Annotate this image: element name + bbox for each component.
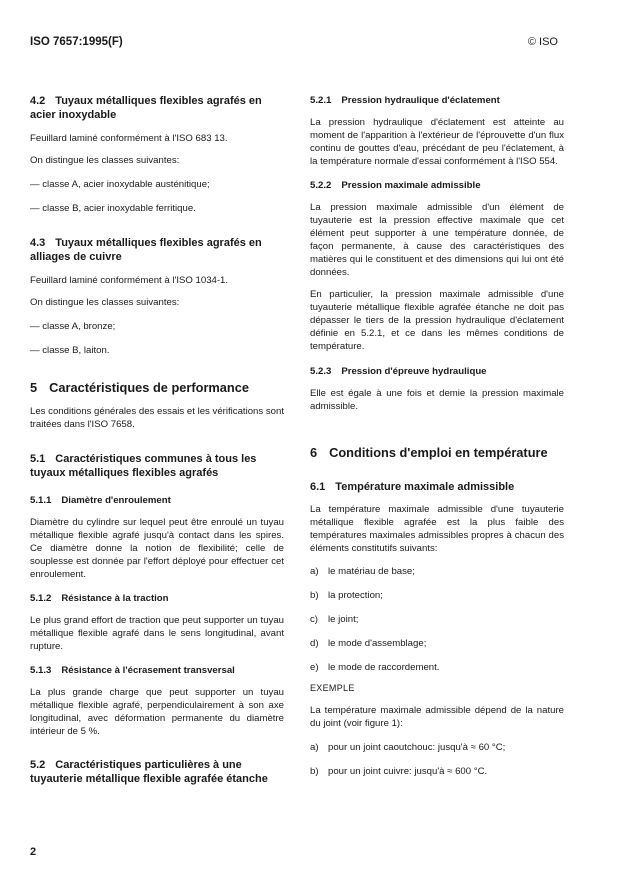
paragraph: Le plus grand effort de traction que peut supporter un tuyau métallique flexible agrafé dans le sens longitudinal, avant rupture. (30, 615, 284, 652)
heading-6-1 (310, 480, 564, 494)
paragraph: La plus grande charge que peut supporter un tuyau métallique flexible agrafé, perpendiculairement à son axe longitudinal, avec déformation permanente du diamètre intérieur de 5 %. (30, 687, 284, 737)
list-text: la protection; (328, 590, 383, 601)
section-title: Température maximale admissible (335, 481, 515, 493)
heading-5-2 (30, 758, 284, 786)
section-title: Tuyaux métalliques flexibles agrafés en acier inoxydable (30, 95, 262, 121)
section-number: 5.1.2 (30, 593, 52, 604)
paragraph: Elle est égale à une fois et demie la pression maximale admissible. (310, 388, 564, 412)
list-text: le matériau de base; (328, 566, 415, 577)
section-number: 5.2.3 (310, 366, 332, 377)
list-label: c) (310, 614, 318, 625)
section-title: Diamètre d'enroulement (61, 495, 171, 506)
section-title: Pression hydraulique d'éclatement (341, 95, 500, 106)
list-label: e) (310, 662, 319, 673)
section-title: Tuyaux métalliques flexibles agrafés en alliages de cuivre (30, 237, 262, 263)
list-item (310, 637, 564, 650)
heading-5-2-2 (310, 179, 564, 192)
section-title: Caractéristiques de performance (49, 380, 249, 395)
heading-5-2-1 (310, 94, 564, 107)
heading-5-2-3 (310, 365, 564, 378)
paragraph: Feuillard laminé conformément à l'ISO 683 13. (30, 133, 228, 144)
section-title: Résistance à la traction (61, 593, 169, 604)
right-column (310, 94, 564, 778)
list-text: pour un joint cuivre: jusqu'à ≈ 600 °C. (328, 766, 488, 777)
list-item: — classe B, laiton. (30, 345, 110, 356)
list-item: — classe A, acier inoxydable austénitique; (30, 179, 210, 190)
paragraph: Diamètre du cylindre sur lequel peut être enroulé un tuyau métallique flexible agrafé jusqu'à contact dans les spires. Ce diamètre donne la notion de flexibilité; celle de souplesse est donnée par l'effort déployé pour effectuer cet enroulement. (30, 517, 284, 580)
paragraph: La pression maximale admissible d'un élément de tuyauterie est la pression effective maximale que cet élément peut supporter à une température donnée, de façon permanente, à cause des caractéristiques des matières qui le constituent et des dimensions qui lui ont été données. (310, 202, 564, 278)
list-text: le mode de raccordement. (328, 662, 440, 673)
section-title: Résistance à l'écrasement transversal (61, 665, 235, 676)
section-number: 6 (310, 445, 318, 460)
example-label: EXEMPLE (310, 683, 355, 693)
heading-5-1-2 (30, 592, 284, 605)
heading-5-1 (30, 452, 284, 480)
left-column (30, 94, 284, 786)
paragraph: La température maximale admissible d'une tuyauterie métallique flexible agrafée est la plus faible des températures maximales admissibles propres à chacun des éléments constitutifs suivants: (310, 504, 564, 554)
section-title: Conditions d'emploi en température (329, 445, 548, 460)
heading-4-2 (30, 94, 284, 122)
paragraph: La température maximale admissible dépend de la nature du joint (voir figure 1): (310, 705, 564, 729)
list-item (310, 589, 564, 602)
list-text: pour un joint caoutchouc: jusqu'à ≈ 60 °C; (328, 742, 506, 753)
section-number: 5.2.2 (310, 180, 332, 191)
list-label: b) (310, 590, 319, 601)
section-number: 5.2 (30, 759, 46, 771)
section-title: Caractéristiques particulières à une tuyauterie métallique flexible agrafée étanche (30, 759, 268, 785)
list-item (310, 765, 564, 778)
paragraph: On distingue les classes suivantes: (30, 297, 180, 308)
section-number: 4.3 (30, 237, 46, 249)
list-label: a) (310, 566, 319, 577)
section-number: 5.1.3 (30, 665, 52, 676)
paragraph: On distingue les classes suivantes: (30, 155, 180, 166)
section-number: 5.1.1 (30, 495, 52, 506)
section-number: 5 (30, 380, 38, 395)
section-title: Caractéristiques communes à tous les tuyaux métalliques flexibles agrafés (30, 453, 257, 479)
heading-5-1-3 (30, 664, 284, 677)
section-title: Pression d'épreuve hydraulique (341, 366, 487, 377)
list-item (310, 661, 564, 674)
list-item (310, 613, 564, 626)
list-item (310, 565, 564, 578)
section-number: 4.2 (30, 95, 46, 107)
list-label: b) (310, 766, 319, 777)
section-title: Pression maximale admissible (341, 180, 481, 191)
list-label: d) (310, 638, 319, 649)
section-number: 6.1 (310, 481, 326, 493)
standard-reference: ISO 7657:1995(F) (30, 36, 123, 48)
copyright-mark: © ISO (527, 36, 558, 48)
page-number: 2 (30, 846, 37, 858)
heading-4-3 (30, 236, 284, 264)
list-label: a) (310, 742, 319, 753)
heading-5 (30, 380, 284, 396)
list-item: — classe A, bronze; (30, 321, 116, 332)
list-text: le mode d'assemblage; (328, 638, 427, 649)
list-text: le joint; (328, 614, 359, 625)
section-number: 5.2.1 (310, 95, 332, 106)
list-item (310, 741, 564, 754)
paragraph: En particulier, la pression maximale admissible d'une tuyauterie métallique flexible agrafée étanche ne doit pas dépasser le tiers de la pression hydraulique d'éclatement définie en 5.2.1, et ce dans les mêmes conditions de température. (310, 289, 564, 352)
paragraph: La pression hydraulique d'éclatement est atteinte au moment de l'apparition à l'extérieur de l'éprouvette d'un flux continu de gouttes d'eau, précédant de peu l'éclatement, à la température normale d'essai conformément à l'ISO 554. (310, 117, 564, 167)
paragraph: Feuillard laminé conformément à l'ISO 1034-1. (30, 275, 229, 286)
heading-6 (310, 445, 564, 461)
heading-5-1-1 (30, 494, 284, 507)
list-item: — classe B, acier inoxydable ferritique. (30, 203, 196, 214)
paragraph: Les conditions générales des essais et les vérifications sont traitées dans l'ISO 7658. (30, 406, 284, 430)
section-number: 5.1 (30, 453, 46, 465)
